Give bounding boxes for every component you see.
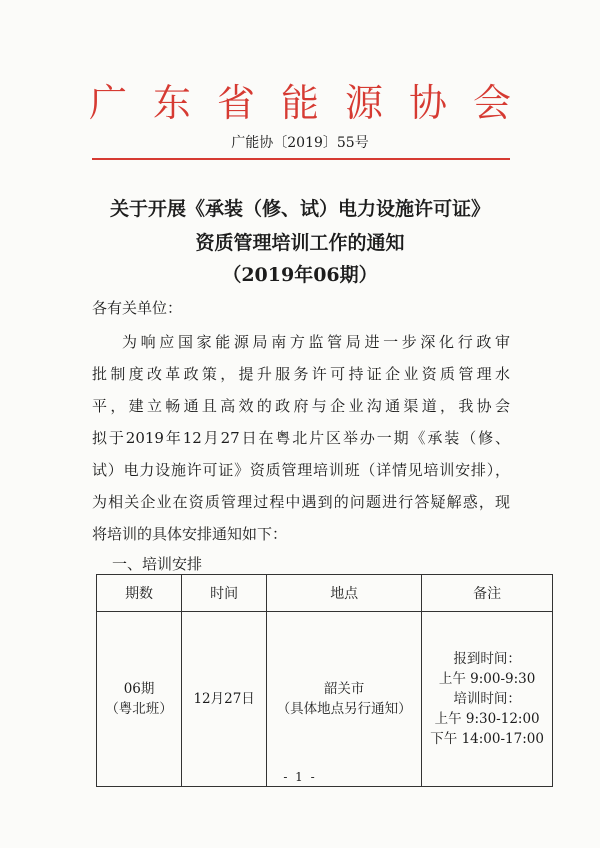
notes-line: 培训时间：: [453, 691, 521, 707]
period-class: （粤北班）: [105, 701, 173, 717]
body-paragraph-line: 拟于2019年12月27日在粤北片区举办一期《承装（修、: [92, 429, 510, 447]
location-city: 韶关市: [323, 681, 365, 697]
body-paragraph-line: 平，建立畅通且高效的政府与企业沟通渠道，我协会: [92, 397, 510, 415]
cell-period: [97, 612, 182, 787]
cell-notes: [422, 612, 553, 787]
training-schedule-table: [96, 574, 553, 787]
salutation: 各有关单位：: [92, 299, 183, 317]
location-note: （具体地点另行通知）: [276, 701, 412, 717]
cell-location: [267, 612, 422, 787]
section-heading-training-schedule: 一、培训安排: [112, 555, 203, 573]
body-paragraph-line: 将培训的具体安排通知如下：: [92, 525, 288, 543]
document-number: 广能协〔2019〕55号: [231, 135, 369, 151]
notice-title-line-2: 资质管理培训工作的通知: [195, 232, 405, 254]
letterhead-divider: [92, 158, 510, 160]
body-paragraph-line: 批制度改革政策，提升服务许可持证企业资质管理水: [92, 365, 510, 383]
period-value: 06期: [123, 681, 155, 697]
body-paragraph-line: 试）电力设施许可证》资质管理培训班（详情见培训安排），: [92, 461, 510, 479]
column-header-period: 期数: [97, 575, 182, 612]
notes-line: 下午 14:00-17:00: [430, 731, 544, 747]
notes-line: 报到时间：: [453, 651, 521, 667]
body-paragraph-line: 为响应国家能源局南方监管局进一步深化行政审: [122, 333, 510, 351]
table-row: [97, 612, 553, 787]
page-number: - 1 -: [283, 770, 317, 784]
column-header-location: 地点: [267, 575, 422, 612]
body-paragraph-line: 为相关企业在资质管理过程中遇到的问题进行答疑解惑，现: [92, 493, 510, 511]
notice-title-line-3: （2019年06期）: [222, 264, 378, 286]
organization-letterhead: 广东省能源协会: [88, 81, 537, 125]
column-header-time: 时间: [182, 575, 267, 612]
cell-date: 12月27日: [182, 612, 267, 787]
notes-line: 上午 9:00-9:30: [438, 671, 536, 687]
notice-title-line-1: 关于开展《承装（修、试）电力设施许可证》: [109, 198, 490, 220]
column-header-notes: 备注: [422, 575, 553, 612]
notes-line: 上午 9:30-12:00: [434, 711, 540, 727]
table-header-row: [97, 575, 553, 612]
